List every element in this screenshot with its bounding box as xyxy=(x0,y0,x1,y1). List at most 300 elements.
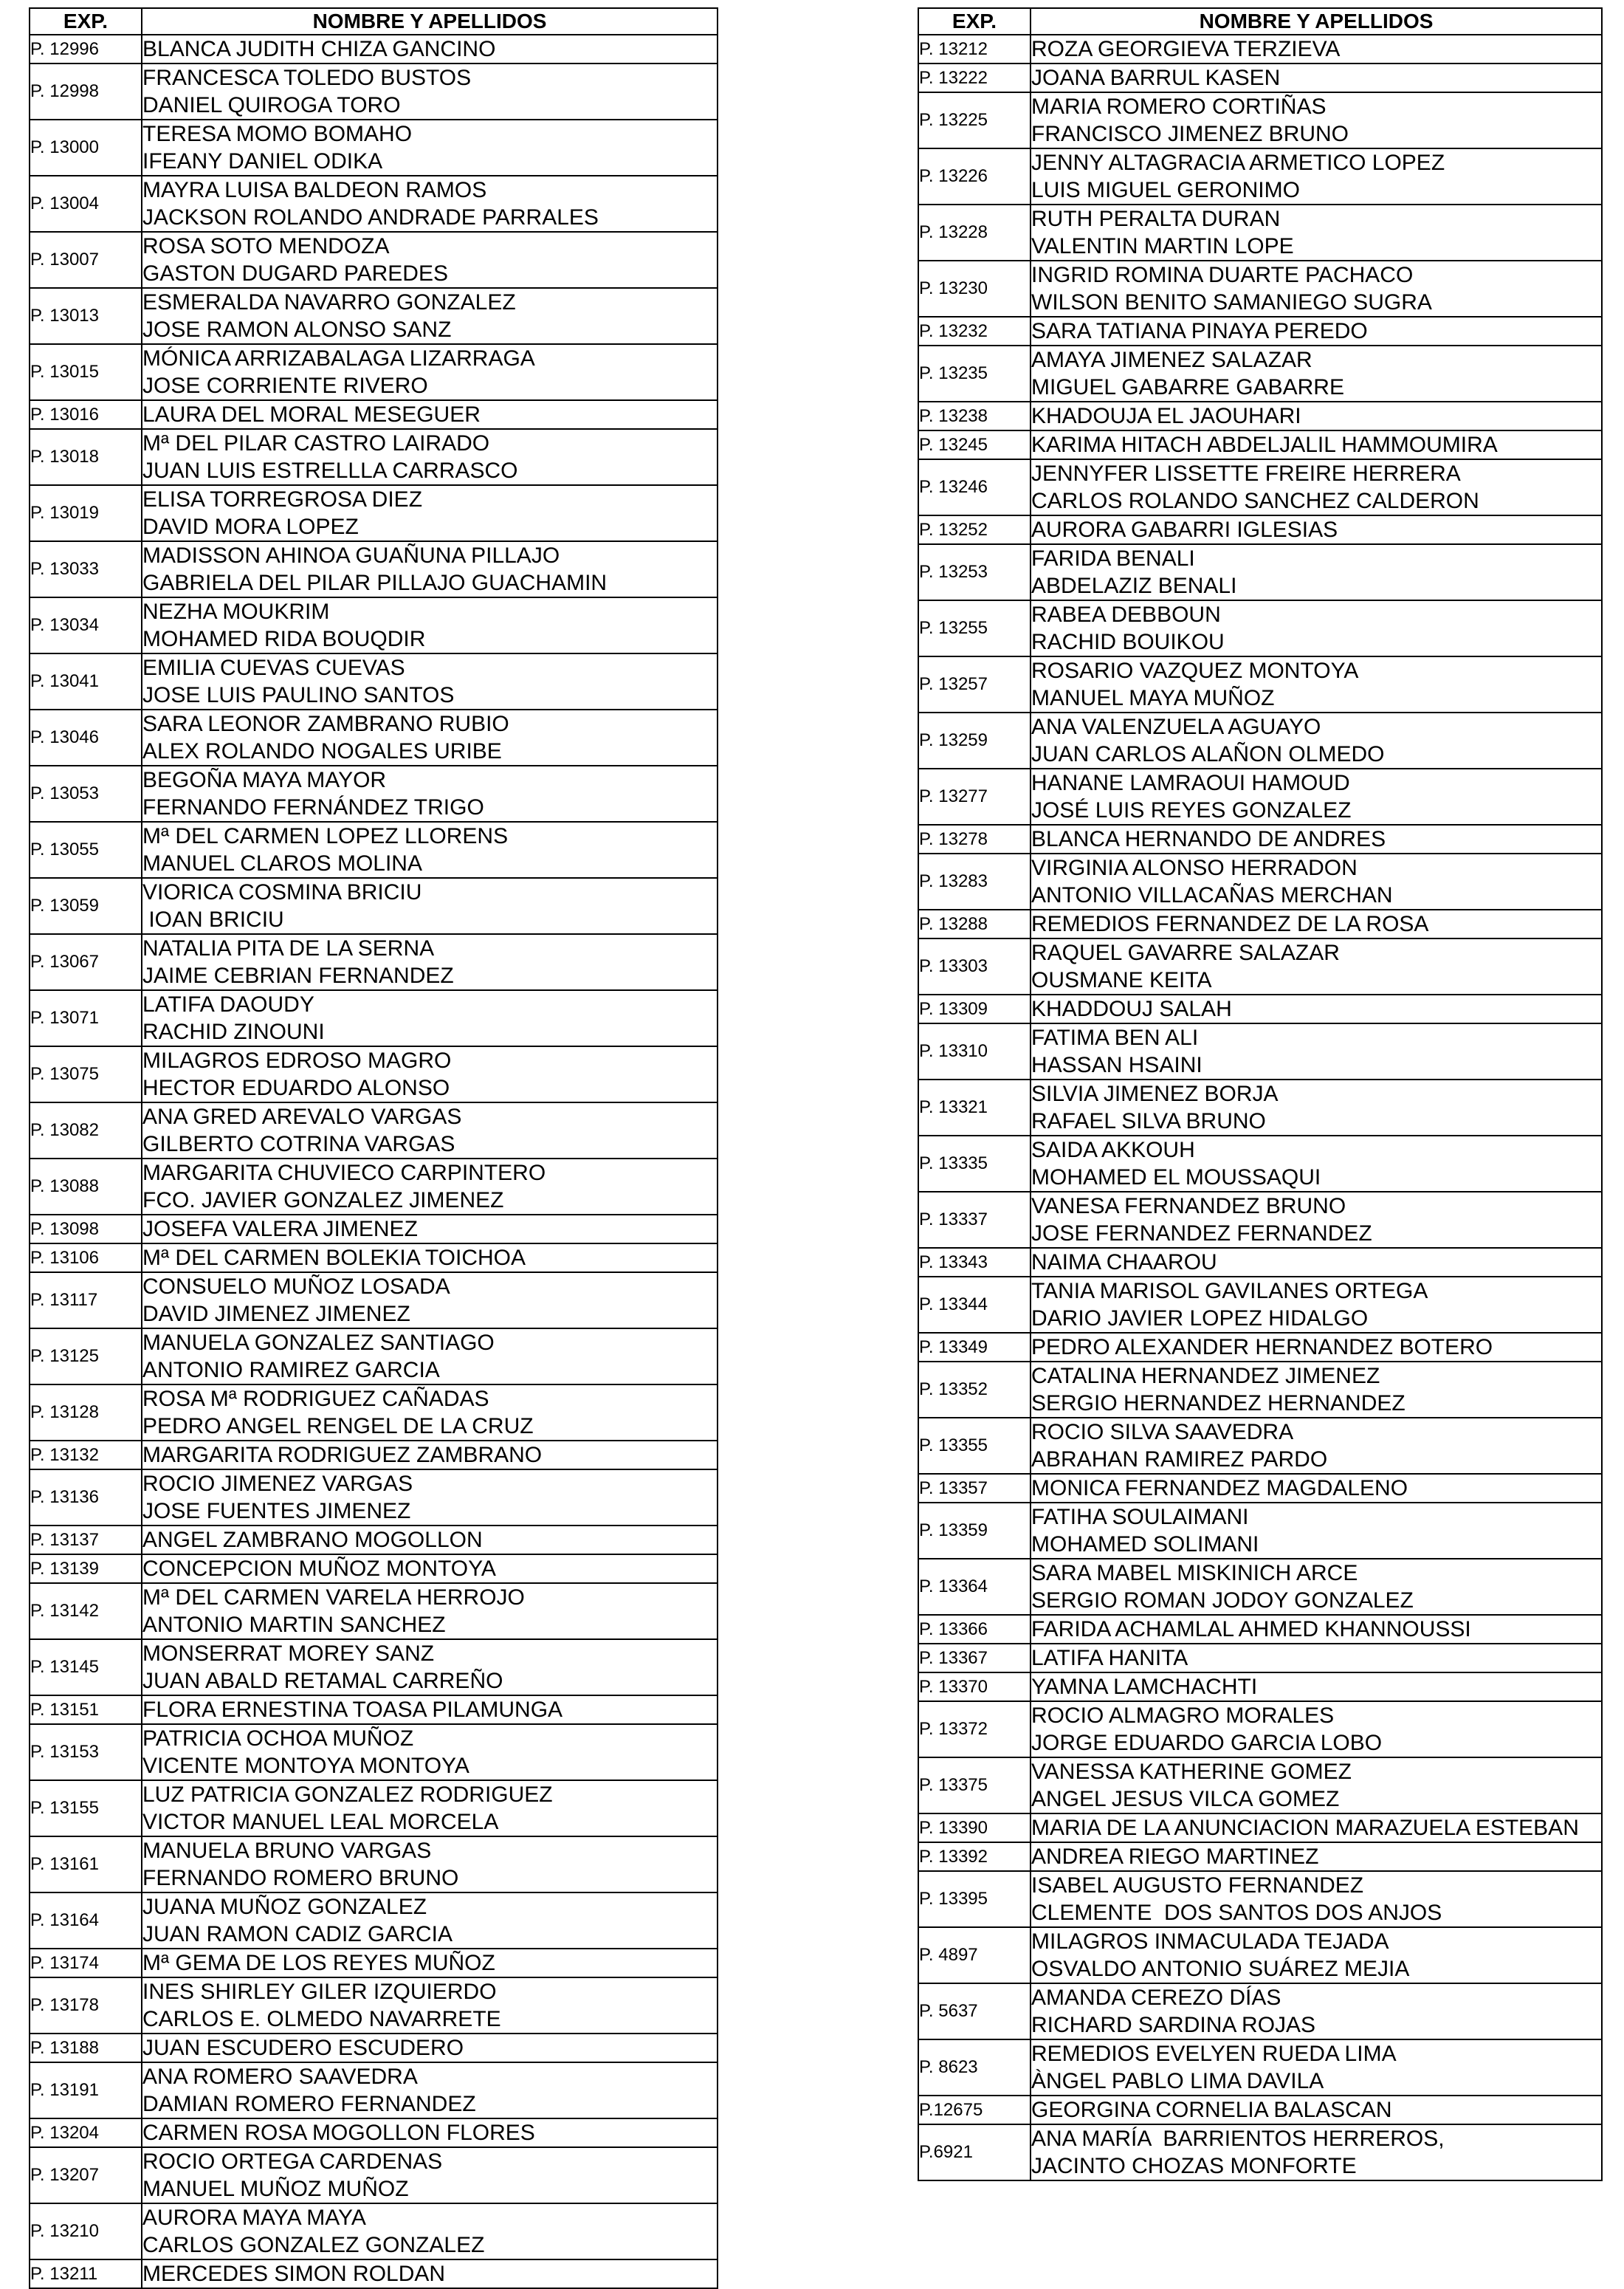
exp-number: P. 13106 xyxy=(30,1243,142,1272)
table-row xyxy=(918,1701,1602,1757)
exp-number: P. 13139 xyxy=(30,1554,142,1583)
exp-number: P. 13344 xyxy=(918,1277,1031,1333)
person-name: AURORA GABARRI IGLESIAS xyxy=(1031,518,1338,542)
exp-number: P. 13288 xyxy=(918,910,1031,938)
person-names xyxy=(1031,1333,1602,1362)
person-name: MOHAMED RIDA BOUQDIR xyxy=(142,627,426,651)
person-names xyxy=(1031,2039,1602,2096)
person-name: ALEX ROLANDO NOGALES URIBE xyxy=(142,739,502,763)
person-name: SARA MABEL MISKINICH ARCE xyxy=(1031,1561,1358,1585)
person-name: YAMNA LAMCHACHTI xyxy=(1031,1675,1258,1699)
person-name: HECTOR EDUARDO ALONSO xyxy=(142,1076,450,1100)
table-row xyxy=(30,1554,718,1583)
person-names xyxy=(142,232,718,288)
table-row xyxy=(918,1644,1602,1672)
table-row xyxy=(30,878,718,934)
header-exp: EXP. xyxy=(918,8,1031,35)
exp-number: P. 13366 xyxy=(918,1615,1031,1644)
person-name: MARGARITA RODRIGUEZ ZAMBRANO xyxy=(142,1443,543,1467)
table-row xyxy=(918,1615,1602,1644)
person-name: JOSEFA VALERA JIMENEZ xyxy=(142,1217,418,1241)
person-names xyxy=(142,766,718,822)
person-name: TANIA MARISOL GAVILANES ORTEGA xyxy=(1031,1279,1428,1303)
exp-number: P. 13278 xyxy=(918,825,1031,854)
person-name: INGRID ROMINA DUARTE PACHACO xyxy=(1031,263,1414,287)
table-row xyxy=(30,597,718,653)
person-name: FARIDA BENALI xyxy=(1031,546,1195,571)
person-name: ANGEL JESUS VILCA GOMEZ xyxy=(1031,1787,1340,1811)
exp-number: P. 13375 xyxy=(918,1757,1031,1813)
table-row xyxy=(918,544,1602,600)
person-name: DARIO JAVIER LOPEZ HIDALGO xyxy=(1031,1306,1369,1331)
person-name: SERGIO ROMAN JODOY GONZALEZ xyxy=(1031,1588,1414,1613)
person-name: SILVIA JIMENEZ BORJA xyxy=(1031,1082,1279,1106)
person-name: JOSE LUIS PAULINO SANTOS xyxy=(142,683,455,707)
table-row xyxy=(30,120,718,176)
table-row xyxy=(918,910,1602,938)
exp-number: P. 13357 xyxy=(918,1474,1031,1503)
person-name: VICTOR MANUEL LEAL MORCELA xyxy=(142,1810,499,1834)
person-name: IFEANY DANIEL ODIKA xyxy=(142,149,383,174)
person-name: JOSE FUENTES JIMENEZ xyxy=(142,1499,411,1523)
person-names xyxy=(1031,346,1602,402)
person-names xyxy=(1031,1023,1602,1080)
person-names xyxy=(142,1780,718,1836)
exp-number: P. 5637 xyxy=(918,1983,1031,2039)
table-row xyxy=(918,656,1602,713)
person-name: VANESSA KATHERINE GOMEZ xyxy=(1031,1760,1352,1784)
person-name: JENNY ALTAGRACIA ARMETICO LOPEZ xyxy=(1031,151,1445,175)
table-row xyxy=(30,35,718,64)
table-row xyxy=(30,1384,718,1441)
table-row xyxy=(30,2147,718,2203)
person-name: AMANDA CEREZO DÍAS xyxy=(1031,1986,1281,2010)
table-row xyxy=(918,1757,1602,1813)
person-name: ABDELAZIZ BENALI xyxy=(1031,574,1237,598)
exp-number: P. 13228 xyxy=(918,205,1031,261)
person-name: FARIDA ACHAMLAL AHMED KHANNOUSSI xyxy=(1031,1617,1471,1641)
exp-number: P. 13125 xyxy=(30,1328,142,1384)
person-name: ROCIO JIMENEZ VARGAS xyxy=(142,1472,413,1496)
person-name: BLANCA JUDITH CHIZA GANCINO xyxy=(142,37,496,61)
exp-number: P. 13303 xyxy=(918,938,1031,995)
exp-number: P. 13053 xyxy=(30,766,142,822)
person-name: SARA LEONOR ZAMBRANO RUBIO xyxy=(142,712,509,736)
person-names xyxy=(142,120,718,176)
person-name: ROSA SOTO MENDOZA xyxy=(142,234,390,258)
person-name: DAVID JIMENEZ JIMENEZ xyxy=(142,1302,410,1326)
person-name: CONCEPCION MUÑOZ MONTOYA xyxy=(142,1557,496,1581)
person-names xyxy=(1031,1277,1602,1333)
person-name: JOSE CORRIENTE RIVERO xyxy=(142,374,428,398)
person-name: AURORA MAYA MAYA xyxy=(142,2206,366,2230)
exp-number: P. 13000 xyxy=(30,120,142,176)
exp-number: P. 13155 xyxy=(30,1780,142,1836)
table-header-row xyxy=(30,8,718,35)
person-name: INES SHIRLEY GILER IZQUIERDO xyxy=(142,1980,497,2004)
person-name: ESMERALDA NAVARRO GONZALEZ xyxy=(142,290,516,315)
table-row xyxy=(918,430,1602,459)
person-name: FCO. JAVIER GONZALEZ JIMENEZ xyxy=(142,1188,504,1212)
table-row xyxy=(30,344,718,400)
exp-number: P. 13367 xyxy=(918,1644,1031,1672)
exp-number: P. 13212 xyxy=(918,35,1031,64)
table-row xyxy=(30,1583,718,1639)
table-row xyxy=(30,1102,718,1159)
person-names xyxy=(1031,1559,1602,1615)
table-row xyxy=(30,1892,718,1949)
person-name: OSVALDO ANTONIO SUÁREZ MEJIA xyxy=(1031,1957,1410,1981)
table-row xyxy=(30,2203,718,2259)
person-name: VIRGINIA ALONSO HERRADON xyxy=(1031,856,1358,880)
exp-number: P. 13178 xyxy=(30,1977,142,2034)
person-names xyxy=(1031,1474,1602,1503)
table-row xyxy=(30,1977,718,2034)
person-names xyxy=(142,1836,718,1892)
person-name: PEDRO ALEXANDER HERNANDEZ BOTERO xyxy=(1031,1335,1493,1359)
person-names xyxy=(1031,1136,1602,1192)
person-name: WILSON BENITO SAMANIEGO SUGRA xyxy=(1031,290,1432,315)
person-name: MARGARITA CHUVIECO CARPINTERO xyxy=(142,1161,546,1185)
person-name: RAQUEL GAVARRE SALAZAR xyxy=(1031,941,1340,965)
exp-number: P. 13191 xyxy=(30,2062,142,2118)
person-name: KHADOUJA EL JAOUHARI xyxy=(1031,404,1301,428)
table-row xyxy=(918,1474,1602,1503)
person-name: GASTON DUGARD PAREDES xyxy=(142,261,448,286)
person-names xyxy=(142,1554,718,1583)
person-names xyxy=(142,597,718,653)
person-name: ANA VALENZUELA AGUAYO xyxy=(1031,715,1321,739)
person-name: PEDRO ANGEL RENGEL DE LA CRUZ xyxy=(142,1414,534,1438)
exp-number: P. 13018 xyxy=(30,429,142,485)
person-names xyxy=(1031,317,1602,346)
person-names xyxy=(142,653,718,710)
person-name: Mª DEL CARMEN BOLEKIA TOICHOA xyxy=(142,1246,526,1270)
person-name: EMILIA CUEVAS CUEVAS xyxy=(142,656,405,680)
person-name: ANTONIO RAMIREZ GARCIA xyxy=(142,1358,440,1382)
table-row xyxy=(918,1842,1602,1871)
table-row xyxy=(918,713,1602,769)
table-row xyxy=(918,515,1602,544)
person-names xyxy=(142,1102,718,1159)
person-names xyxy=(142,400,718,429)
person-name: LATIFA DAOUDY xyxy=(142,992,314,1017)
person-name: OUSMANE KEITA xyxy=(1031,968,1212,992)
person-name: JACKSON ROLANDO ANDRADE PARRALES xyxy=(142,205,599,230)
person-names xyxy=(1031,205,1602,261)
person-names xyxy=(1031,1927,1602,1983)
table-row xyxy=(918,600,1602,656)
person-names xyxy=(142,1046,718,1102)
person-name: JUAN ABALD RETAMAL CARREÑO xyxy=(142,1669,503,1693)
person-names xyxy=(142,1159,718,1215)
exp-number: P. 13128 xyxy=(30,1384,142,1441)
exp-number: P. 13211 xyxy=(30,2259,142,2288)
person-names xyxy=(142,2259,718,2288)
person-names xyxy=(142,1469,718,1526)
person-name: REMEDIOS FERNANDEZ DE LA ROSA xyxy=(1031,912,1429,936)
exp-number: P. 13098 xyxy=(30,1215,142,1243)
person-name: ANA GRED AREVALO VARGAS xyxy=(142,1105,462,1129)
person-name: MANUELA BRUNO VARGAS xyxy=(142,1839,432,1863)
exp-number: P. 13252 xyxy=(918,515,1031,544)
table-row xyxy=(30,1243,718,1272)
person-names xyxy=(142,1639,718,1695)
exp-number: P. 13222 xyxy=(918,64,1031,92)
person-names xyxy=(1031,430,1602,459)
person-names xyxy=(142,710,718,766)
person-name: FATIHA SOULAIMANI xyxy=(1031,1505,1249,1529)
table-row xyxy=(918,769,1602,825)
table-row xyxy=(30,1469,718,1526)
person-name: ANGEL ZAMBRANO MOGOLLON xyxy=(142,1528,483,1552)
table-row xyxy=(918,1192,1602,1248)
exp-number: P. 13226 xyxy=(918,148,1031,205)
person-names xyxy=(142,878,718,934)
person-name: DANIEL QUIROGA TORO xyxy=(142,93,401,117)
person-name: BEGOÑA MAYA MAYOR xyxy=(142,768,387,792)
person-name: MANUEL CLAROS MOLINA xyxy=(142,851,422,876)
exp-number: P. 13283 xyxy=(918,854,1031,910)
table-row xyxy=(30,1724,718,1780)
exp-number: P. 13245 xyxy=(918,430,1031,459)
person-name: MIGUEL GABARRE GABARRE xyxy=(1031,375,1344,399)
person-name: MONSERRAT MOREY SANZ xyxy=(142,1641,435,1666)
person-name: Mª DEL PILAR CASTRO LAIRADO xyxy=(142,431,490,456)
person-names xyxy=(142,485,718,541)
person-name: CARLOS GONZALEZ GONZALEZ xyxy=(142,2233,485,2257)
table-row xyxy=(918,1418,1602,1474)
person-names xyxy=(142,934,718,990)
exp-number: P. 13046 xyxy=(30,710,142,766)
exp-number: P. 13071 xyxy=(30,990,142,1046)
exp-number: P. 13145 xyxy=(30,1639,142,1695)
person-names xyxy=(1031,854,1602,910)
person-name: MILAGROS EDROSO MAGRO xyxy=(142,1049,452,1073)
table-row xyxy=(918,938,1602,995)
table-row xyxy=(30,400,718,429)
table-row xyxy=(918,995,1602,1023)
person-name: JUAN RAMON CADIZ GARCIA xyxy=(142,1922,453,1946)
person-name: GABRIELA DEL PILAR PILLAJO GUACHAMIN xyxy=(142,571,608,595)
person-name: HANANE LAMRAOUI HAMOUD xyxy=(1031,771,1350,795)
person-names xyxy=(1031,459,1602,515)
person-name: ROCIO SILVA SAAVEDRA xyxy=(1031,1420,1294,1444)
exp-number: P.12675 xyxy=(918,2096,1031,2124)
table-row xyxy=(30,2062,718,2118)
person-name: ROZA GEORGIEVA TERZIEVA xyxy=(1031,37,1341,61)
person-names xyxy=(1031,1248,1602,1277)
person-name: JUANA MUÑOZ GONZALEZ xyxy=(142,1895,427,1919)
exp-number: P. 13355 xyxy=(918,1418,1031,1474)
person-name: Mª DEL CARMEN LOPEZ LLORENS xyxy=(142,824,509,848)
person-name: MAYRA LUISA BALDEON RAMOS xyxy=(142,178,487,202)
table-row xyxy=(918,148,1602,205)
exp-number: P. 13370 xyxy=(918,1672,1031,1701)
table-row xyxy=(918,261,1602,317)
person-name: MARIA DE LA ANUNCIACION MARAZUELA ESTEBAN xyxy=(1031,1816,1579,1840)
exp-number: P. 13210 xyxy=(30,2203,142,2259)
person-name: MOHAMED SOLIMANI xyxy=(1031,1532,1259,1557)
table-row xyxy=(30,485,718,541)
person-names xyxy=(1031,35,1602,64)
person-names xyxy=(1031,1871,1602,1927)
exp-number: P. 13164 xyxy=(30,1892,142,1949)
person-name: JUAN ESCUDERO ESCUDERO xyxy=(142,2036,464,2060)
person-names xyxy=(1031,1842,1602,1871)
exp-number: P. 13364 xyxy=(918,1559,1031,1615)
person-names xyxy=(1031,544,1602,600)
person-names xyxy=(1031,1418,1602,1474)
table-row xyxy=(30,1441,718,1469)
exp-number: P. 13335 xyxy=(918,1136,1031,1192)
person-name: FATIMA BEN ALI xyxy=(1031,1026,1199,1050)
table-row xyxy=(30,1695,718,1724)
person-name: CARMEN ROSA MOGOLLON FLORES xyxy=(142,2121,535,2145)
person-names xyxy=(1031,1192,1602,1248)
person-names xyxy=(1031,64,1602,92)
exp-number: P. 13007 xyxy=(30,232,142,288)
person-names xyxy=(1031,2096,1602,2124)
person-name: MONICA FERNANDEZ MAGDALENO xyxy=(1031,1476,1408,1500)
person-name: JOSE RAMON ALONSO SANZ xyxy=(142,318,452,342)
exp-number: P. 13004 xyxy=(30,176,142,232)
person-names xyxy=(142,1328,718,1384)
exp-number: P. 13321 xyxy=(918,1080,1031,1136)
person-name: Mª DEL CARMEN VARELA HERROJO xyxy=(142,1585,525,1610)
person-name: LAURA DEL MORAL MESEGUER xyxy=(142,402,481,427)
person-name: DAVID MORA LOPEZ xyxy=(142,515,359,539)
person-names xyxy=(142,2034,718,2062)
exp-number: P. 13349 xyxy=(918,1333,1031,1362)
person-name: CARLOS ROLANDO SANCHEZ CALDERON xyxy=(1031,489,1479,513)
person-name: JUAN LUIS ESTRELLLA CARRASCO xyxy=(142,459,518,483)
person-name: DAMIAN ROMERO FERNANDEZ xyxy=(142,2092,476,2116)
person-names xyxy=(1031,1644,1602,1672)
table-row xyxy=(30,541,718,597)
person-name: RAFAEL SILVA BRUNO xyxy=(1031,1109,1266,1133)
person-names xyxy=(1031,1983,1602,2039)
person-names xyxy=(1031,2124,1602,2180)
table-row xyxy=(30,176,718,232)
exp-number: P. 13033 xyxy=(30,541,142,597)
person-name: ROCIO ORTEGA CARDENAS xyxy=(142,2149,443,2174)
exp-number: P. 13255 xyxy=(918,600,1031,656)
person-name: MILAGROS INMACULADA TEJADA xyxy=(1031,1929,1389,1954)
person-names xyxy=(1031,92,1602,148)
table-row xyxy=(30,653,718,710)
table-row xyxy=(918,1248,1602,1277)
exp-number: P. 13059 xyxy=(30,878,142,934)
person-name: ANA ROMERO SAAVEDRA xyxy=(142,2065,418,2089)
person-name: JOSE FERNANDEZ FERNANDEZ xyxy=(1031,1221,1372,1246)
exp-number: P. 12996 xyxy=(30,35,142,64)
person-name: MARIA ROMERO CORTIÑAS xyxy=(1031,95,1327,119)
exp-number: P. 13309 xyxy=(918,995,1031,1023)
person-name: HASSAN HSAINI xyxy=(1031,1053,1202,1077)
person-names xyxy=(142,1695,718,1724)
table-header-row xyxy=(918,8,1602,35)
exp-number: P. 13188 xyxy=(30,2034,142,2062)
table-row xyxy=(30,64,718,120)
person-name: FERNANDO ROMERO BRUNO xyxy=(142,1866,459,1890)
person-name: MADISSON AHINOA GUAÑUNA PILLAJO xyxy=(142,543,560,568)
person-name: ANTONIO VILLACAÑAS MERCHAN xyxy=(1031,883,1393,907)
table-row xyxy=(30,766,718,822)
table-row xyxy=(918,1277,1602,1333)
person-names xyxy=(142,1583,718,1639)
exp-number: P. 13352 xyxy=(918,1362,1031,1418)
person-name: CLEMENTE DOS SANTOS DOS ANJOS xyxy=(1031,1901,1442,1925)
table-body-left xyxy=(30,35,718,2288)
person-names xyxy=(1031,1757,1602,1813)
person-names xyxy=(142,2203,718,2259)
table-row xyxy=(918,92,1602,148)
table-row xyxy=(30,934,718,990)
person-names xyxy=(142,1949,718,1977)
person-name: JAIME CEBRIAN FERNANDEZ xyxy=(142,964,454,988)
exp-number: P. 13161 xyxy=(30,1836,142,1892)
person-name: MANUELA GONZALEZ SANTIAGO xyxy=(142,1331,495,1355)
table-row xyxy=(918,1927,1602,1983)
header-exp: EXP. xyxy=(30,8,142,35)
person-name: NEZHA MOUKRIM xyxy=(142,600,330,624)
person-name: ANTONIO MARTIN SANCHEZ xyxy=(142,1613,446,1637)
person-name: NATALIA PITA DE LA SERNA xyxy=(142,936,435,961)
person-name: JACINTO CHOZAS MONFORTE xyxy=(1031,2154,1357,2178)
person-name: SARA TATIANA PINAYA PEREDO xyxy=(1031,319,1368,343)
person-names xyxy=(142,1526,718,1554)
table-row xyxy=(918,2096,1602,2124)
person-name: KARIMA HITACH ABDELJALIL HAMMOUMIRA xyxy=(1031,433,1498,457)
person-name: VANESA FERNANDEZ BRUNO xyxy=(1031,1194,1346,1218)
exp-number: P. 13075 xyxy=(30,1046,142,1102)
person-names xyxy=(142,2062,718,2118)
person-names xyxy=(1031,938,1602,995)
table-row xyxy=(30,1639,718,1695)
exp-number: P. 13137 xyxy=(30,1526,142,1554)
person-names xyxy=(142,176,718,232)
exp-number: P. 13034 xyxy=(30,597,142,653)
table-row xyxy=(30,1836,718,1892)
table-row xyxy=(918,35,1602,64)
exp-number: P. 13132 xyxy=(30,1441,142,1469)
person-name: BLANCA HERNANDO DE ANDRES xyxy=(1031,827,1386,851)
exp-number: P. 13015 xyxy=(30,344,142,400)
exp-number: P. 13235 xyxy=(918,346,1031,402)
table-row xyxy=(918,346,1602,402)
person-names xyxy=(1031,1080,1602,1136)
exp-number: P. 13372 xyxy=(918,1701,1031,1757)
exp-number: P. 13016 xyxy=(30,400,142,429)
person-name: SERGIO HERNANDEZ HERNANDEZ xyxy=(1031,1391,1405,1415)
person-names xyxy=(142,1892,718,1949)
person-names xyxy=(142,2118,718,2147)
person-name: FLORA ERNESTINA TOASA PILAMUNGA xyxy=(142,1698,563,1722)
table-row xyxy=(918,1672,1602,1701)
person-name: GEORGINA CORNELIA BALASCAN xyxy=(1031,2098,1392,2122)
person-names xyxy=(142,35,718,64)
person-name: LATIFA HANITA xyxy=(1031,1646,1188,1670)
person-name: JOANA BARRUL KASEN xyxy=(1031,66,1281,90)
person-name: Mª GEMA DE LOS REYES MUÑOZ xyxy=(142,1951,495,1975)
person-names xyxy=(142,2147,718,2203)
person-names xyxy=(1031,515,1602,544)
person-names xyxy=(142,64,718,120)
header-names: NOMBRE Y APELLIDOS xyxy=(142,8,718,35)
person-names xyxy=(1031,1362,1602,1418)
table-row xyxy=(918,1983,1602,2039)
